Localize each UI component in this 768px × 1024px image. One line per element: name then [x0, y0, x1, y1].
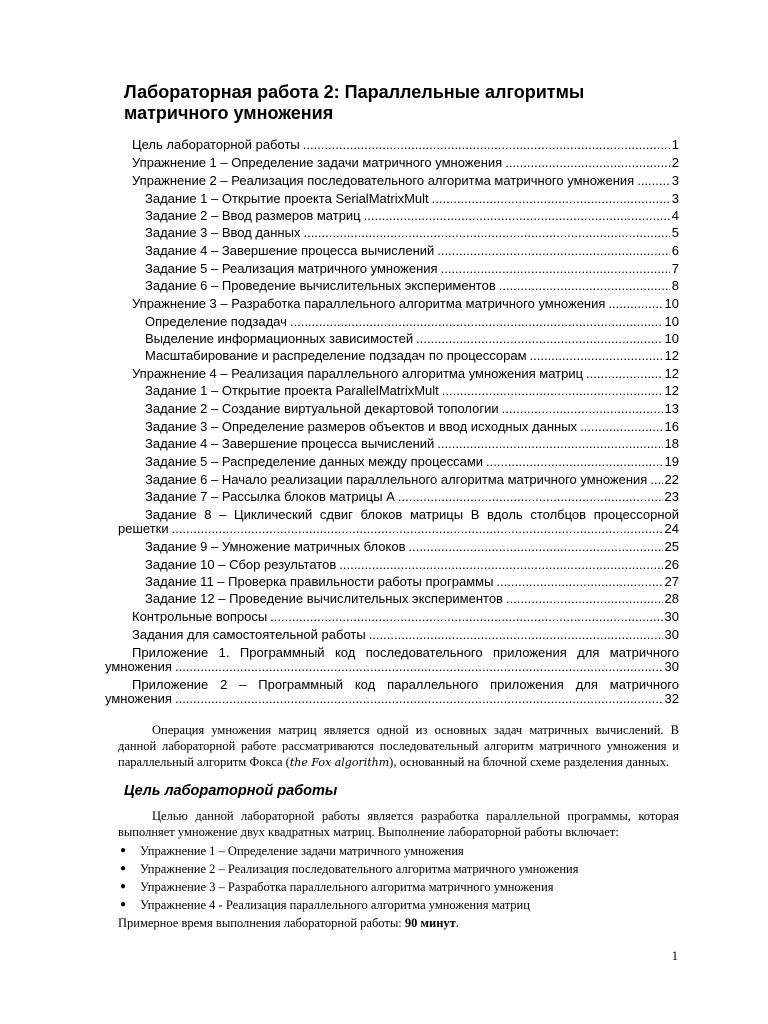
toc-entry-page: 10: [664, 296, 679, 311]
toc-entry-page: 22: [664, 472, 679, 487]
toc-entry-text: Задание 7 – Рассылка блоков матрицы А: [145, 489, 395, 504]
toc-entry[interactable]: [145, 277, 679, 294]
toc-entry-page: 3: [671, 173, 679, 188]
toc-entry-wrapped-line2[interactable]: [105, 690, 679, 707]
toc-entry-text: Задание 1 – Открытие проекта SerialMatrixMult: [145, 191, 429, 206]
toc-entry-text: умножения: [105, 691, 172, 706]
toc-entry-text: Приложение 2 – Программный код параллельного приложения для матричного: [132, 677, 679, 692]
toc-entry-text: решетки: [118, 521, 169, 536]
bullet-icon: ●: [120, 863, 127, 874]
toc-entry-text: Задание 1 – Открытие проекта ParallelMatrixMult: [145, 383, 439, 398]
intro-paragraph: [118, 722, 679, 771]
toc-entry[interactable]: [145, 435, 679, 452]
toc-entry-text: Задание 3 – Определение размеров объектов и ввод исходных данных: [145, 419, 578, 434]
intro-algorithm-name: the Fox algorithm: [289, 756, 390, 769]
toc-entry-page: 5: [671, 225, 679, 240]
toc-entry[interactable]: [132, 365, 679, 382]
toc-entry-text: Упражнение 2 – Реализация последовательного алгоритма матричного умножения: [132, 173, 635, 188]
toc-entry-page: 12: [664, 383, 679, 398]
toc-entry[interactable]: [132, 626, 679, 643]
toc-entry-page: 13: [664, 401, 679, 416]
toc-entry-text: Задание 10 – Сбор результатов: [145, 557, 337, 572]
toc-entry-page: 1: [671, 137, 679, 152]
toc-entry[interactable]: [145, 488, 679, 505]
toc-entry[interactable]: [132, 295, 679, 312]
toc-entry[interactable]: [145, 418, 679, 435]
toc-entry-page: 4: [671, 208, 679, 223]
toc-entry-page: 28: [664, 591, 679, 606]
toc-entry-page: 23: [664, 489, 679, 504]
list-item: ● Упражнение 2 – Реализация последовательного алгоритма матричного умножения: [120, 862, 579, 876]
toc-entry[interactable]: [145, 207, 679, 224]
page-title: Лабораторная работа 2: Параллельные алгоритмы матричного умножения: [124, 82, 585, 123]
page-number: 1: [671, 949, 678, 963]
toc-entry[interactable]: [145, 573, 679, 590]
bullet-icon: ●: [120, 881, 127, 892]
toc-entry-page: 12: [664, 366, 679, 381]
toc-entry-text: Масштабирование и распределение подзадач по процессорам: [145, 348, 527, 363]
toc-entry-text: Задание 11 – Проверка правильности работы программы: [145, 574, 494, 589]
toc-entry[interactable]: [145, 260, 679, 277]
toc-entry-page: 10: [664, 314, 679, 329]
intro-text-before: Операция умножения матриц является одной из основных задач матричных вычислений. В данной лабораторной работе рассматриваются последовательный алгоритм матричного умножения и параллельный алгоритм Фокса (: [118, 723, 679, 769]
toc-entry-page: 10: [664, 331, 679, 346]
goal-paragraph: Целью данной лабораторной работы является разработка параллельной программы, которая выполняет умножение двух квадратных матриц. Выполнение лабораторной работы включает:: [118, 809, 679, 839]
toc-entry-page: 18: [664, 436, 679, 451]
toc-entry-text: Упражнение 1 – Определение задачи матричного умножения: [132, 155, 503, 170]
bullet-icon: ●: [120, 845, 127, 856]
toc-entry-text: Выделение информационных зависимостей: [145, 331, 414, 346]
toc-entry-text: Цель лабораторной работы: [132, 137, 300, 152]
toc-entry-text: Задание 4 – Завершение процесса вычислений: [145, 243, 435, 258]
estimated-time-value: 90 минут: [404, 916, 456, 930]
toc-entry-text: умножения: [105, 659, 172, 674]
toc-entry[interactable]: [132, 136, 679, 153]
estimated-time: Примерное время выполнения лабораторной работы: 90 минут.: [118, 916, 459, 930]
toc-entry-page: 26: [664, 557, 679, 572]
bullet-icon: ●: [120, 899, 127, 910]
list-item: ● Упражнение 3 – Разработка параллельного алгоритма матричного умножения: [120, 880, 554, 894]
toc-entry[interactable]: [145, 538, 679, 555]
toc-entry-text: Задание 5 – Распределение данных между процессами: [145, 454, 484, 469]
toc-entry-text: Задание 4 – Завершение процесса вычислений: [145, 436, 435, 451]
toc-entry-text: Определение подзадач: [145, 314, 287, 329]
toc-entry-text: Задание 9 – Умножение матричных блоков: [145, 539, 406, 554]
intro-text-after: ), основанный на блочной схеме разделения данных.: [389, 755, 670, 769]
toc-entry-page: 8: [671, 278, 679, 293]
toc-entry[interactable]: [145, 313, 679, 330]
toc-entry-page: 30: [664, 627, 679, 642]
toc-entry-text: Приложение 1. Программный код последовательного приложения для матричного: [132, 645, 679, 660]
toc-entry[interactable]: [145, 242, 679, 259]
toc-entry[interactable]: [145, 382, 679, 399]
toc-entry-wrapped-line2[interactable]: [118, 520, 679, 537]
toc-entry-text: Задание 12 – Проведение вычислительных экспериментов: [145, 591, 503, 606]
toc-entry[interactable]: [132, 154, 679, 171]
toc-entry-page: 24: [664, 521, 679, 536]
toc-entry-text: Упражнение 4 – Реализация параллельного алгоритма умножения матриц: [132, 366, 584, 381]
toc-entry-text: Контрольные вопросы: [132, 609, 268, 624]
toc-entry[interactable]: [145, 347, 679, 364]
toc-entry-page: 25: [664, 539, 679, 554]
toc-entry-wrapped-line2[interactable]: [105, 658, 679, 675]
toc-entry[interactable]: [145, 590, 679, 607]
toc-entry[interactable]: [145, 453, 679, 470]
toc-entry[interactable]: [132, 172, 679, 189]
toc-entry-page: 12: [664, 348, 679, 363]
toc-entry-page: 30: [664, 609, 679, 624]
toc-entry-text: Задание 6 – Проведение вычислительных экспериментов: [145, 278, 496, 293]
toc-entry-text: Задания для самостоятельной работы: [132, 627, 366, 642]
toc-entry-page: 16: [664, 419, 679, 434]
section-heading: Цель лабораторной работы: [124, 783, 338, 799]
toc-entry-page: 7: [671, 261, 679, 276]
toc-entry[interactable]: [145, 471, 679, 488]
toc-entry[interactable]: [145, 556, 679, 573]
toc-entry-page: 2: [671, 155, 679, 170]
list-item: ● Упражнение 1 – Определение задачи матричного умножения: [120, 844, 464, 858]
toc-entry[interactable]: [145, 330, 679, 347]
toc-entry-text: Задание 2 – Создание виртуальной декартовой топологии: [145, 401, 499, 416]
toc-entry-page: 6: [671, 243, 679, 258]
toc-entry-text: Задание 8 – Циклический сдвиг блоков матрицы В вдоль столбцов процессорной: [145, 507, 679, 522]
exercise-list: [118, 842, 578, 914]
toc-entry-page: 32: [664, 691, 679, 706]
toc-entry-text: Задание 3 – Ввод данных: [145, 225, 301, 240]
toc-entry-text: Задание 2 – Ввод размеров матриц: [145, 208, 361, 223]
toc-entry-text: Упражнение 3 – Разработка параллельного алгоритма матричного умножения: [132, 296, 606, 311]
estimated-time-label: Примерное время выполнения лабораторной работы:: [118, 916, 405, 930]
toc-entry[interactable]: [132, 608, 679, 625]
toc-entry[interactable]: [145, 224, 679, 241]
toc-entry-page: 27: [664, 574, 679, 589]
toc-entry[interactable]: [145, 400, 679, 417]
toc-entry-page: 3: [671, 191, 679, 206]
toc-entry-page: 30: [664, 659, 679, 674]
list-item: ● Упражнение 4 - Реализация параллельного алгоритма умножения матриц: [120, 898, 530, 912]
toc-entry-page: 19: [664, 454, 679, 469]
toc-entry-text: Задание 5 – Реализация матричного умножения: [145, 261, 438, 276]
toc-entry[interactable]: [145, 190, 679, 207]
toc-entry-text: Задание 6 – Начало реализации параллельного алгоритма матричного умножения: [145, 472, 648, 487]
